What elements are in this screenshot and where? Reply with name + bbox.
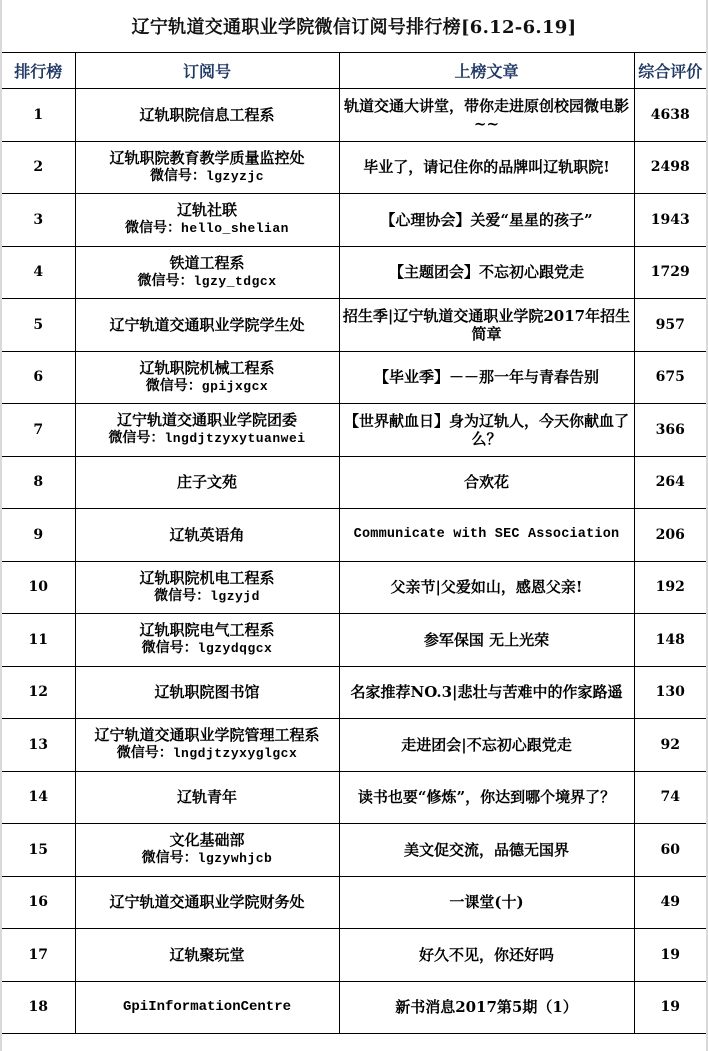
score-cell: 19: [634, 929, 706, 982]
wechat-id-line: [78, 849, 337, 868]
table-row: [2, 351, 706, 404]
table-row: [2, 299, 706, 352]
article-cell: 合欢花: [339, 456, 634, 509]
table-row: [2, 456, 706, 509]
article-cell: 招生季|辽宁轨道交通职业学院2017年招生简章: [339, 299, 634, 352]
wechat-id: lngdjtzyxyglgcx: [172, 746, 298, 762]
score-cell: 74: [634, 771, 706, 824]
wechat-id-label: 微信号：: [149, 167, 206, 184]
account-name: 辽宁轨道交通职业学院团委: [116, 411, 297, 430]
table-row: [2, 719, 706, 772]
article-cell: 好久不见，你还好吗: [339, 929, 634, 982]
wechat-id-line: [78, 219, 337, 238]
account-name: GpiInformationCentre: [122, 999, 292, 1016]
account-name: 辽轨青年: [176, 788, 237, 807]
score-cell: 366: [634, 404, 706, 457]
table-row: [2, 824, 706, 877]
account-name: 辽轨职院电气工程系: [139, 621, 275, 640]
wechat-id: lngdjtzyxytuanwei: [164, 431, 306, 447]
account-name: 辽轨职院机械工程系: [139, 358, 275, 377]
score-cell: 206: [634, 509, 706, 562]
wechat-id: hello_shelian: [181, 221, 289, 237]
score-cell: 1943: [634, 194, 706, 247]
rank-cell: 8: [2, 456, 75, 509]
account-cell: [75, 929, 339, 982]
account-cell: [75, 456, 339, 509]
column-header-score: 综合评价: [634, 53, 706, 89]
table-row: [2, 561, 706, 614]
rank-cell: 15: [2, 824, 75, 877]
score-cell: 675: [634, 351, 706, 404]
account-name: 辽宁轨道交通职业学院学生处: [109, 315, 305, 334]
score-cell: 130: [634, 666, 706, 719]
account-cell: [75, 824, 339, 877]
rank-cell: 10: [2, 561, 75, 614]
article-cell: 新书消息2017第5期（1）: [339, 981, 634, 1034]
rank-cell: 6: [2, 351, 75, 404]
wechat-id-line: [78, 744, 337, 763]
rank-cell: 12: [2, 666, 75, 719]
wechat-id-label: 微信号：: [141, 850, 198, 867]
article-cell: 名家推荐NO.3|悲壮与苦难中的作家路遥: [339, 666, 634, 719]
account-cell: [75, 404, 339, 457]
table-row: [2, 876, 706, 929]
wechat-id-line: [78, 167, 337, 186]
rank-cell: 14: [2, 771, 75, 824]
column-header-rank: 排行榜: [2, 53, 75, 89]
score-cell: 49: [634, 876, 706, 929]
score-cell: 264: [634, 456, 706, 509]
account-cell: [75, 561, 339, 614]
table-row: [2, 404, 706, 457]
wechat-id-line: [78, 639, 337, 658]
score-cell: 148: [634, 614, 706, 667]
table-row: [2, 89, 706, 142]
table-body: [2, 89, 706, 1034]
article-cell: 毕业了，请记住你的品牌叫辽轨职院!: [339, 141, 634, 194]
table-row: [2, 981, 706, 1034]
account-cell: [75, 509, 339, 562]
table-row: [2, 771, 706, 824]
rank-cell: 4: [2, 246, 75, 299]
wechat-id-label: 微信号：: [116, 745, 173, 762]
score-cell: 957: [634, 299, 706, 352]
account-name: 辽轨社联: [176, 201, 237, 220]
rank-cell: 11: [2, 614, 75, 667]
score-cell: 60: [634, 824, 706, 877]
account-cell: [75, 246, 339, 299]
wechat-id: lgzydqgcx: [197, 641, 273, 657]
account-cell: [75, 771, 339, 824]
article-cell: 【心理协会】关爱“星星的孩子”: [339, 194, 634, 247]
score-cell: 2498: [634, 141, 706, 194]
account-name: 辽轨英语角: [169, 525, 245, 544]
wechat-id-label: 微信号：: [108, 430, 165, 447]
account-cell: [75, 299, 339, 352]
wechat-id-line: [78, 377, 337, 396]
article-cell: 走进团会|不忘初心跟党走: [339, 719, 634, 772]
column-header-article: 上榜文章: [339, 53, 634, 89]
score-cell: 92: [634, 719, 706, 772]
account-cell: [75, 981, 339, 1034]
rank-cell: 17: [2, 929, 75, 982]
account-cell: [75, 614, 339, 667]
wechat-id-label: 微信号：: [145, 377, 202, 394]
account-name: 辽轨聚玩堂: [169, 945, 245, 964]
article-cell: 轨道交通大讲堂，带你走进原创校园微电影~~: [339, 89, 634, 142]
wechat-id: lgzywhjcb: [197, 851, 273, 867]
article-cell: 读书也要“修炼”，你达到哪个境界了？: [339, 771, 634, 824]
ranking-table: [2, 52, 706, 1034]
account-name: 辽宁轨道交通职业学院财务处: [109, 893, 305, 912]
wechat-id: lgzyjd: [210, 588, 260, 604]
rank-cell: 1: [2, 89, 75, 142]
account-name: 庄子文苑: [176, 473, 237, 492]
wechat-id: lgzyzjc: [205, 168, 265, 184]
account-name: 文化基础部: [169, 831, 245, 850]
article-cell: Communicate with SEC Association: [339, 509, 634, 562]
score-cell: 4638: [634, 89, 706, 142]
table-row: [2, 614, 706, 667]
rank-cell: 13: [2, 719, 75, 772]
column-header-account: 订阅号: [75, 53, 339, 89]
rank-cell: 3: [2, 194, 75, 247]
article-cell: 父亲节|父爱如山，感恩父亲!: [339, 561, 634, 614]
account-cell: [75, 719, 339, 772]
account-cell: [75, 194, 339, 247]
article-cell: 【毕业季】－－那一年与青春告别: [339, 351, 634, 404]
wechat-id-label: 微信号：: [125, 220, 182, 237]
table-row: [2, 666, 706, 719]
score-cell: 192: [634, 561, 706, 614]
table-row: [2, 141, 706, 194]
wechat-id: gpijxgcx: [201, 378, 269, 394]
wechat-id-line: [78, 587, 337, 606]
rank-cell: 18: [2, 981, 75, 1034]
account-name: 辽轨职院图书馆: [154, 683, 260, 702]
wechat-id-line: [78, 272, 337, 291]
page-title: 辽宁轨道交通职业学院微信订阅号排行榜[6.12-6.19]: [131, 17, 577, 38]
wechat-id-line: [78, 429, 337, 448]
score-cell: 1729: [634, 246, 706, 299]
account-name: 辽宁轨道交通职业学院管理工程系: [94, 726, 320, 745]
table-row: [2, 246, 706, 299]
wechat-id: lgzy_tdgcx: [193, 273, 277, 289]
account-cell: [75, 666, 339, 719]
article-cell: 参军保国 无上光荣: [339, 614, 634, 667]
account-name: 辽轨职院教育教学质量监控处: [109, 148, 305, 167]
table-header-row: [2, 53, 706, 89]
account-name: 铁道工程系: [169, 253, 245, 272]
rank-cell: 7: [2, 404, 75, 457]
rank-cell: 16: [2, 876, 75, 929]
article-cell: 【世界献血日】身为辽轨人，今天你献血了么？: [339, 404, 634, 457]
table-row: [2, 194, 706, 247]
table-row: [2, 509, 706, 562]
account-name: 辽轨职院信息工程系: [139, 105, 275, 124]
article-cell: 【主题团会】不忘初心跟党走: [339, 246, 634, 299]
table-row: [2, 929, 706, 982]
wechat-id-label: 微信号：: [154, 587, 211, 604]
article-cell: 美文促交流，品德无国界: [339, 824, 634, 877]
account-cell: [75, 876, 339, 929]
wechat-id-label: 微信号：: [141, 640, 198, 657]
wechat-id-label: 微信号：: [137, 272, 194, 289]
account-name: 辽轨职院机电工程系: [139, 568, 275, 587]
score-cell: 19: [634, 981, 706, 1034]
account-cell: [75, 351, 339, 404]
account-cell: [75, 141, 339, 194]
rank-cell: 2: [2, 141, 75, 194]
rank-cell: 5: [2, 299, 75, 352]
account-cell: [75, 89, 339, 142]
article-cell: 一课堂(十): [339, 876, 634, 929]
rank-cell: 9: [2, 509, 75, 562]
